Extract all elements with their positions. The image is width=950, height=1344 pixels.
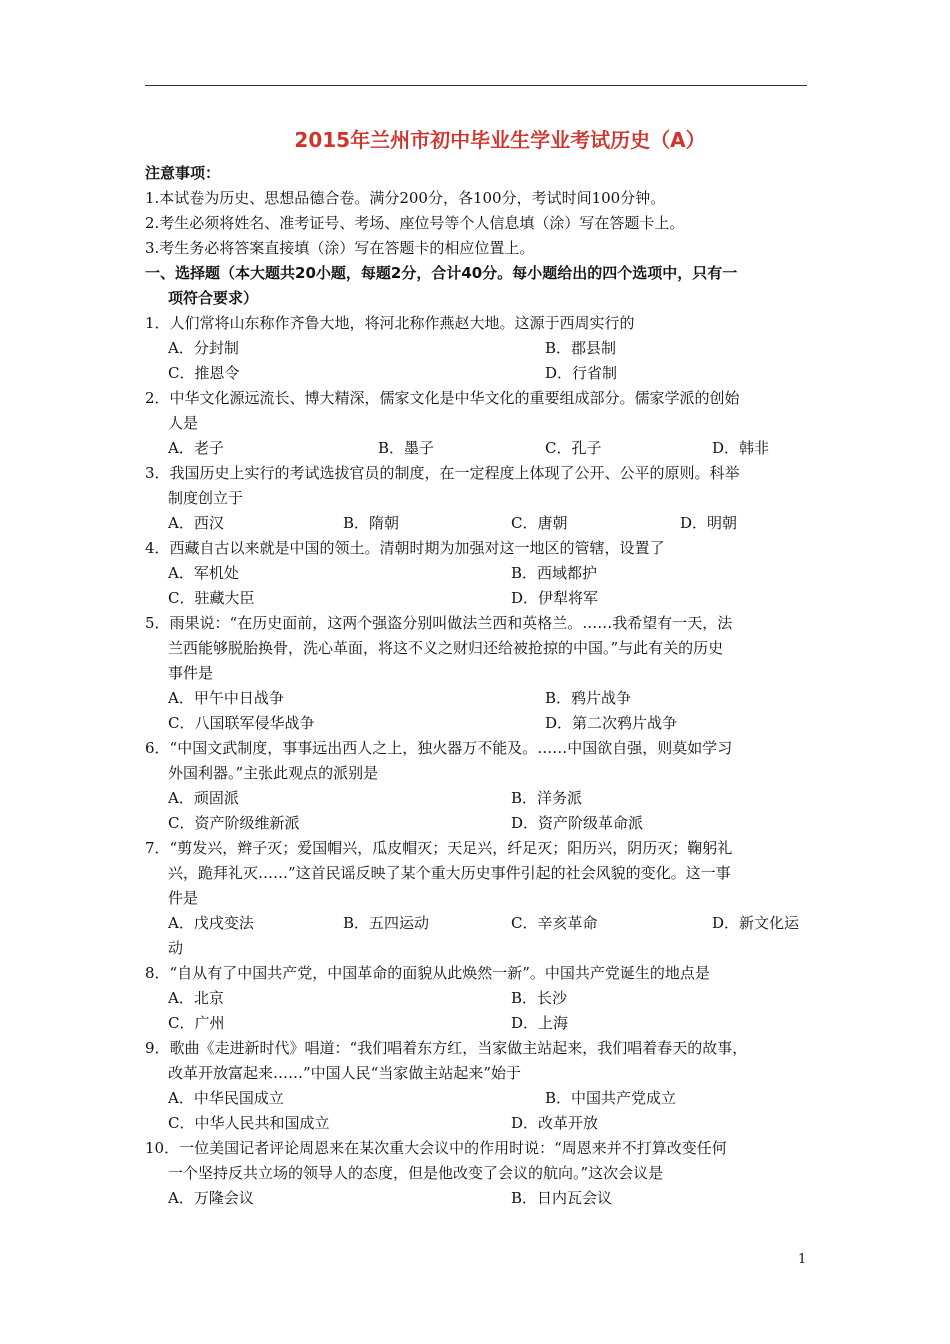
option: B．西域都护 — [511, 564, 598, 582]
option: C．驻藏大臣 — [168, 589, 255, 607]
section-heading-cont: 项符合要求） — [168, 289, 259, 307]
question-stem: 8．“自从有了中国共产党，中国革命的面貌从此焕然一新”。中国共产党诞生的地点是 — [145, 964, 710, 982]
exam-title: 2015年兰州市初中毕业生学业考试历史（A） — [294, 128, 706, 152]
question-stem: 2．中华文化源远流长、博大精深，儒家文化是中华文化的重要组成部分。儒家学派的创始 — [145, 389, 740, 407]
option: B．鸦片战争 — [545, 689, 632, 707]
option: B．洋务派 — [511, 789, 583, 807]
question-stem: 10．一位美国记者评论周恩来在某次重大会议中的作用时说：“周恩来并不打算改变任何 — [145, 1139, 727, 1157]
option: D．韩非 — [712, 439, 770, 457]
notice-item: 3.考生务必将答案直接填（涂）写在答题卡的相应位置上。 — [145, 239, 535, 257]
option: C．中华人民共和国成立 — [168, 1114, 330, 1132]
option: A．顽固派 — [168, 789, 239, 807]
option: C．广州 — [168, 1014, 225, 1032]
option: B．日内瓦会议 — [511, 1189, 613, 1207]
option: B．郡县制 — [545, 339, 617, 357]
question-stem: 9．歌曲《走进新时代》唱道：“我们唱着东方红，当家做主站起来，我们唱着春天的故事， — [145, 1039, 748, 1057]
question-stem: 外国利器。”主张此观点的派别是 — [168, 764, 379, 782]
question-stem: 1．人们常将山东称作齐鲁大地，将河北称作燕赵大地。这源于西周实行的 — [145, 314, 635, 332]
page-number: 1 — [798, 1252, 807, 1267]
section-heading: 一、选择题（本大题共20小题，每题2分，合计40分。每小题给出的四个选项中，只有一 — [145, 264, 738, 282]
option: B．五四运动 — [343, 914, 430, 932]
option: A．万隆会议 — [168, 1189, 254, 1207]
option: A．戊戌变法 — [168, 914, 254, 932]
notice-heading: 注意事项： — [145, 164, 221, 182]
option: C．唐朝 — [511, 514, 568, 532]
option: D．第二次鸦片战争 — [545, 714, 678, 732]
option: D．伊犁将军 — [511, 589, 599, 607]
option: C．孔子 — [545, 439, 602, 457]
question-stem: 制度创立于 — [168, 489, 244, 507]
option: A．老子 — [168, 439, 224, 457]
option: C．推恩令 — [168, 364, 240, 382]
question-stem: 7．“剪发兴，辫子灭；爱国帽兴，瓜皮帽灭；天足兴，纤足灭；阳历兴，阴历灭；鞠躬礼 — [145, 839, 733, 857]
option: D．上海 — [511, 1014, 569, 1032]
question-stem: 兰西能够脱胎换骨，洗心革面，将这不义之财归还给被抢掠的中国。”与此有关的历史 — [168, 639, 724, 657]
option: A．北京 — [168, 989, 224, 1007]
option: B．长沙 — [511, 989, 568, 1007]
question-stem: 事件是 — [168, 664, 214, 682]
option: A．中华民国成立 — [168, 1089, 284, 1107]
option: D．明朝 — [680, 514, 738, 532]
option: D．资产阶级革命派 — [511, 814, 644, 832]
option: B．中国共产党成立 — [545, 1089, 677, 1107]
question-stem: 兴，跪拜礼灭……”这首民谣反映了某个重大历史事件引起的社会风貌的变化。这一事 — [168, 864, 731, 882]
option: D．改革开放 — [511, 1114, 599, 1132]
option: A．军机处 — [168, 564, 239, 582]
question-stem: 改革开放富起来……”中国人民“当家做主站起来”始于 — [168, 1064, 522, 1082]
option: B．墨子 — [378, 439, 435, 457]
question-stem: 3．我国历史上实行的考试选拔官员的制度，在一定程度上体现了公开、公平的原则。科举 — [145, 464, 740, 482]
option: A．甲午中日战争 — [168, 689, 284, 707]
option: A．西汉 — [168, 514, 224, 532]
question-stem: 件是 — [168, 889, 199, 907]
header-rule — [145, 85, 807, 86]
option: C．八国联军侵华战争 — [168, 714, 315, 732]
notice-item: 1.本试卷为历史、思想品德合卷。满分200分，各100分，考试时间100分钟。 — [145, 189, 666, 207]
question-stem: 一个坚持反共立场的领导人的态度，但是他改变了会议的航向。”这次会议是 — [168, 1164, 664, 1182]
question-stem: 5．雨果说：“在历史面前，这两个强盗分别叫做法兰西和英格兰。……我希望有一天，法 — [145, 614, 733, 632]
option: C．辛亥革命 — [511, 914, 598, 932]
notice-item: 2.考生必须将姓名、准考证号、考场、座位号等个人信息填（涂）写在答题卡上。 — [145, 214, 685, 232]
option: D．新文化运 — [712, 914, 800, 932]
option: C．资产阶级维新派 — [168, 814, 300, 832]
option: A．分封制 — [168, 339, 239, 357]
question-stem: 6．“中国文武制度，事事远出西人之上，独火器万不能及。……中国欲自强，则莫如学习 — [145, 739, 733, 757]
question-stem: 4．西藏自古以来就是中国的领土。清朝时期为加强对这一地区的管辖，设置了 — [145, 539, 665, 557]
option-cont: 动 — [168, 939, 184, 957]
option: D．行省制 — [545, 364, 618, 382]
question-stem: 人是 — [168, 414, 199, 432]
option: B．隋朝 — [343, 514, 400, 532]
